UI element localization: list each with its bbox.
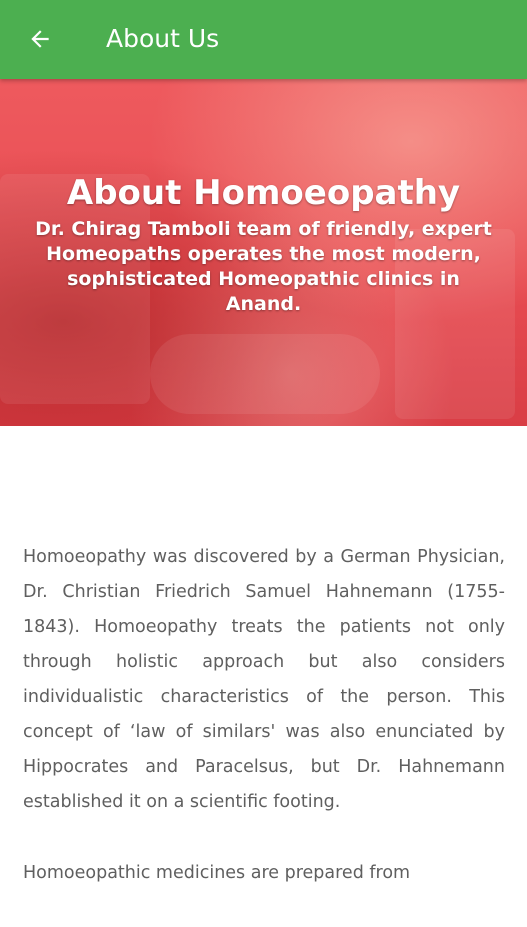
hero-background-shape [150, 334, 380, 414]
about-content [23, 540, 505, 927]
hero-banner [0, 79, 527, 426]
hero-subtitle: Dr. Chirag Tamboli team of friendly, expert Homeopaths operates the most modern, sophisticated Homeopathic clinics in Anand. [35, 218, 492, 315]
back-button[interactable] [20, 19, 60, 59]
paragraph: Homoeopathy was discovered by a German Physician, Dr. Christian Friedrich Samuel Hahnemann (1755-1843). Homoeopathy treats the patients not only through holistic approach but also considers individualistic characteristics of the person. This concept of ‘law of similars' was also enunciated by Hippocrates and Paracelsus, but Dr. Hahnemann established it on a scientific footing. [23, 547, 505, 812]
arrow-left-icon [27, 26, 53, 52]
hero-title: About Homoeopathy [66, 173, 461, 213]
paragraph: Homoeopathic medicines are prepared from [23, 863, 411, 883]
app-bar [0, 0, 527, 79]
page-title: About Us [106, 24, 220, 53]
